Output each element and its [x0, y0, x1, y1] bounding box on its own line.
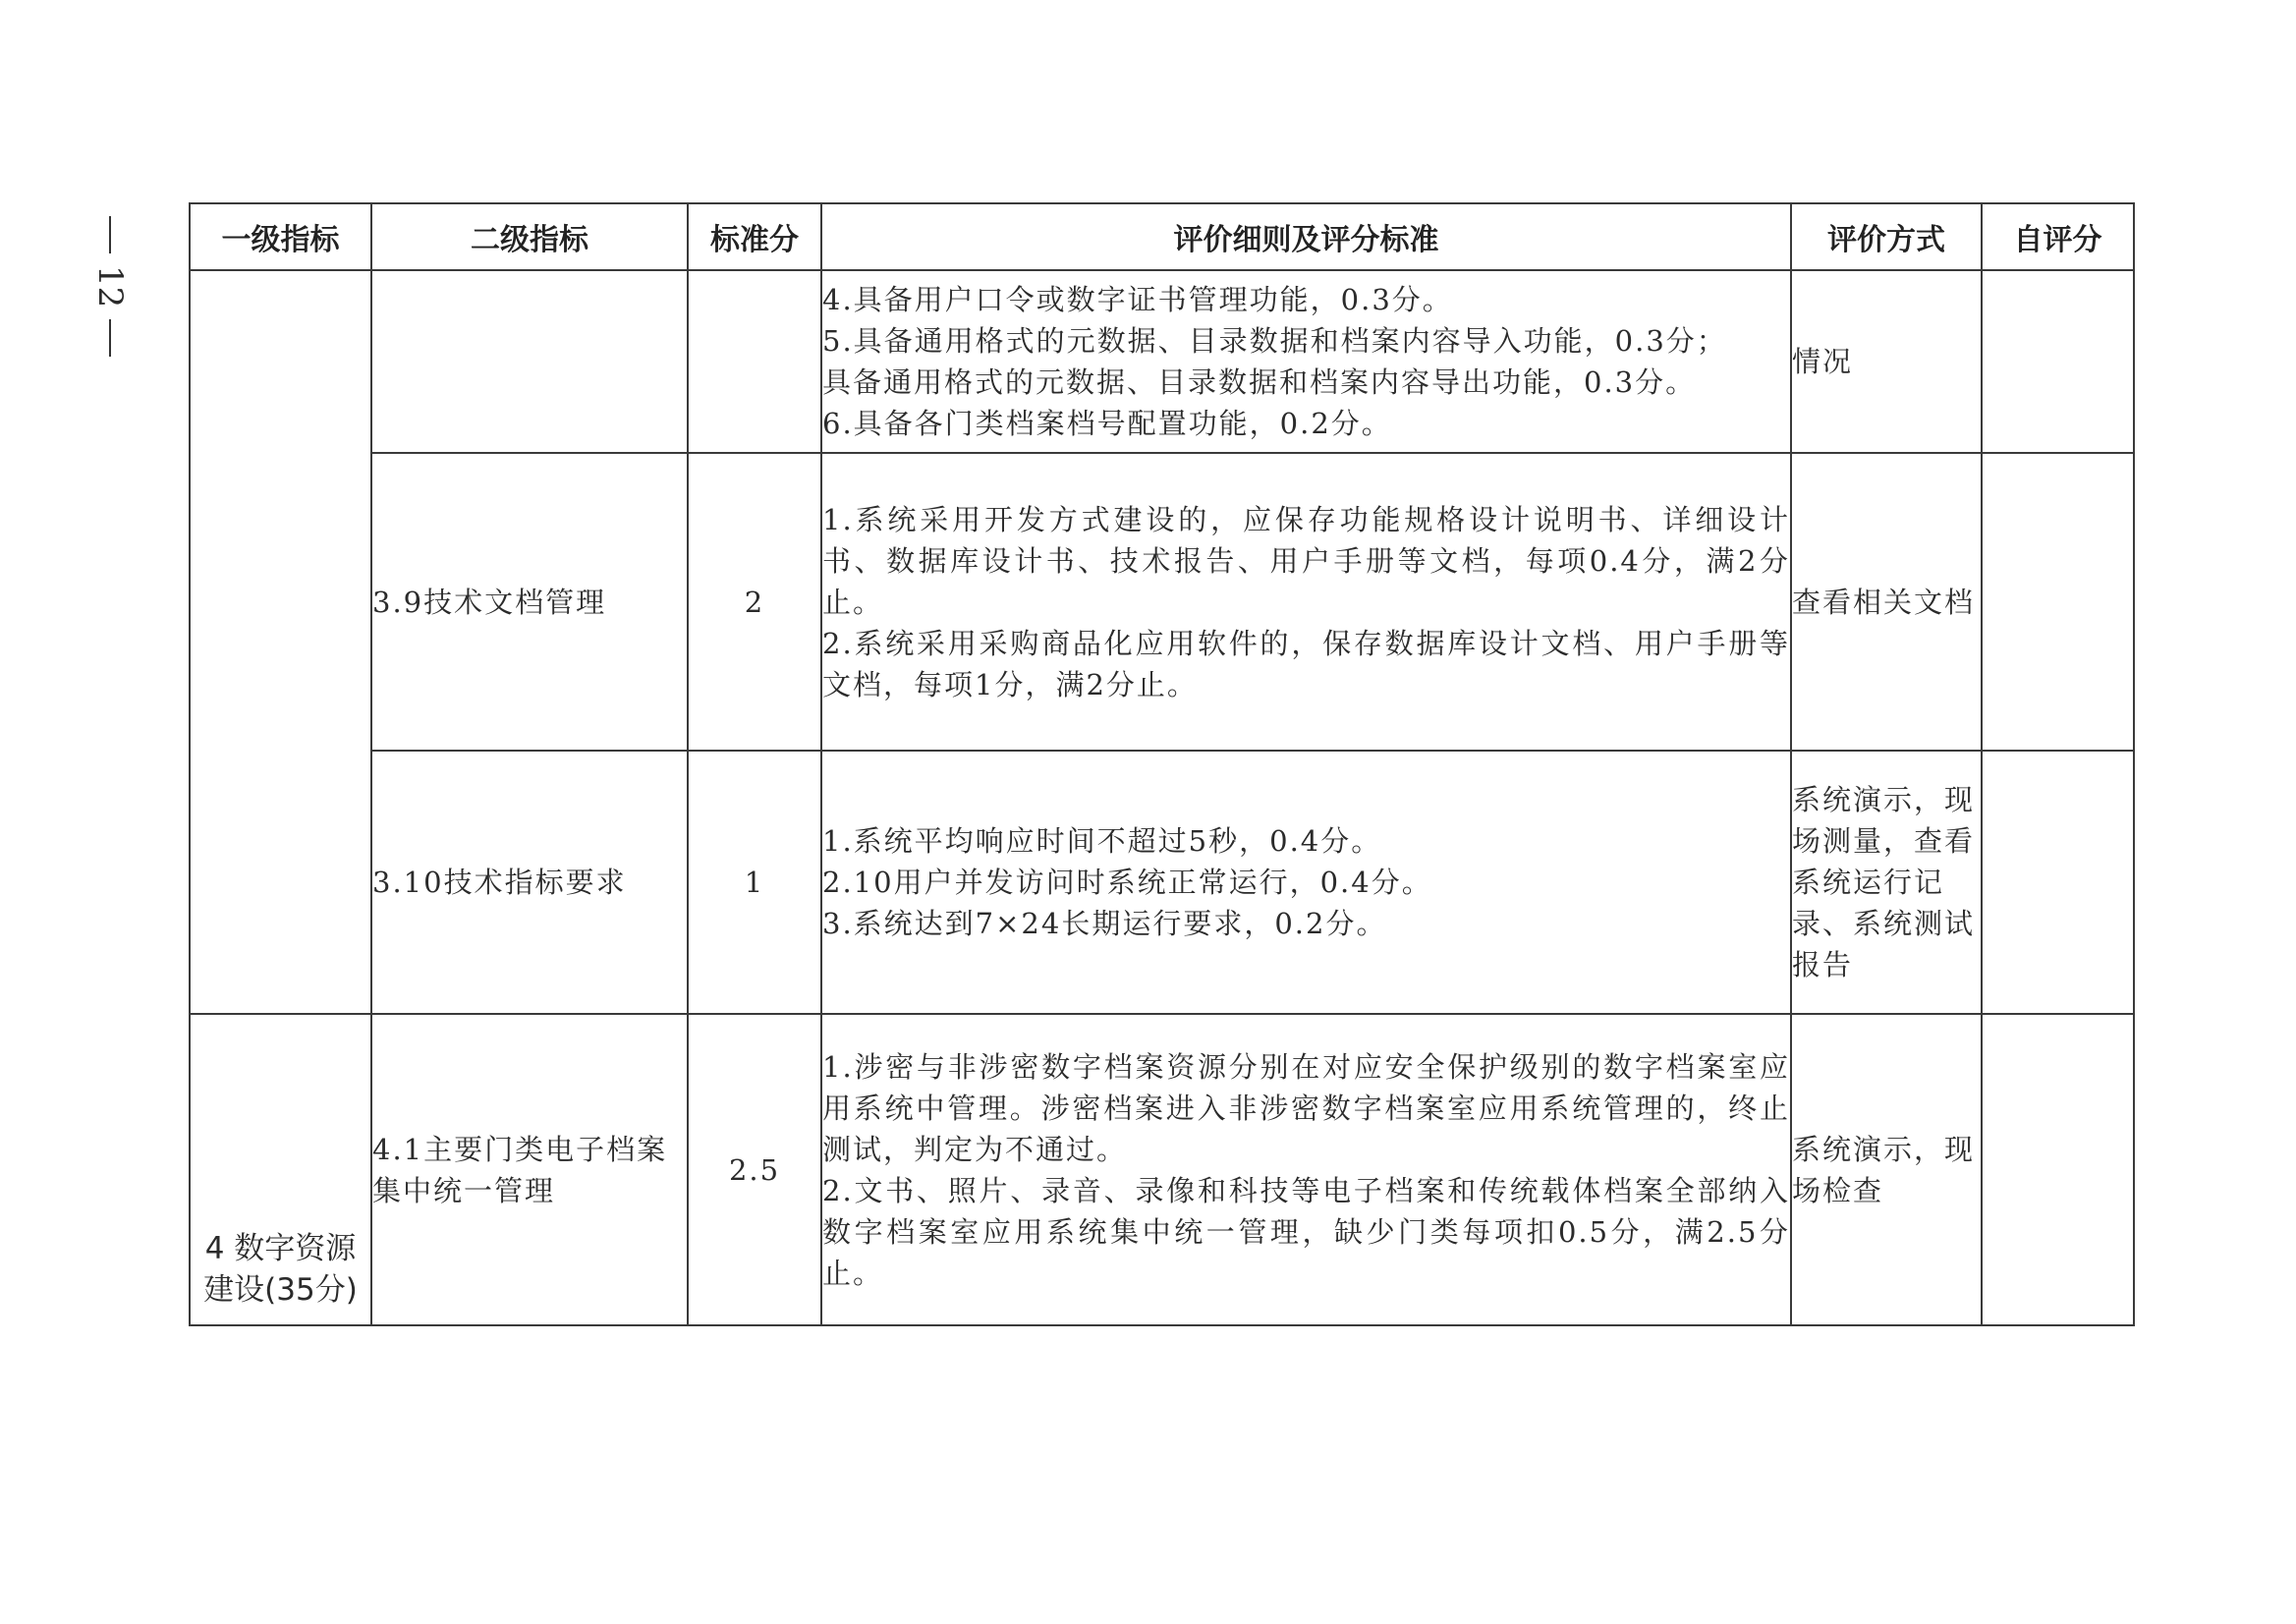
- criteria-line: 6.具备各门类档案档号配置功能，0.2分。: [822, 407, 1392, 440]
- secondary-indicator-cell: 3.10技术指标要求: [371, 751, 688, 1014]
- table-row: [190, 1014, 2134, 1325]
- criteria-cell: [821, 270, 1791, 453]
- header-standard-score: 标准分: [688, 203, 821, 270]
- standard-score-cell: [688, 270, 821, 453]
- page-number-dash-top: [109, 216, 111, 253]
- criteria-line: 2.10用户并发访问时系统正常运行，0.4分。: [822, 866, 1432, 899]
- primary-indicator-cell: 4 数字资源建设(35分): [190, 1014, 371, 1325]
- header-row: [190, 203, 2134, 270]
- criteria-cell: [821, 751, 1791, 1014]
- secondary-indicator-cell: 4.1主要门类电子档案集中统一管理: [371, 1014, 688, 1325]
- method-cell: 情况: [1791, 270, 1982, 453]
- page-number-marker: [90, 216, 130, 383]
- standard-score-cell: 1: [688, 751, 821, 1014]
- criteria-line: 1.系统平均响应时间不超过5秒，0.4分。: [822, 824, 1382, 858]
- page-number-dash-bottom: [109, 319, 111, 357]
- self-score-cell: [1982, 270, 2134, 453]
- header-secondary-indicator: 二级指标: [371, 203, 688, 270]
- secondary-indicator-cell: [371, 270, 688, 453]
- standard-score-cell: 2.5: [688, 1014, 821, 1325]
- table-row: [190, 751, 2134, 1014]
- criteria-line: 1.系统采用开发方式建设的，应保存功能规格设计说明书、详细设计书、数据库设计书、技术报告、用户手册等文档，每项0.4分，满2分止。: [822, 502, 1790, 619]
- table-row: [190, 270, 2134, 453]
- criteria-line: 3.系统达到7×24长期运行要求，0.2分。: [822, 907, 1387, 940]
- criteria-line: 2.文书、照片、录音、录像和科技等电子档案和传统载体档案全部纳入数字档案室应用系统集中统一管理，缺少门类每项扣0.5分，满2.5分止。: [822, 1173, 1790, 1290]
- header-primary-indicator: 一级指标: [190, 203, 371, 270]
- standard-score-cell: 2: [688, 453, 821, 751]
- criteria-line: 4.具备用户口令或数字证书管理功能，0.3分。: [822, 283, 1453, 316]
- primary-indicator-cell: [190, 270, 371, 1014]
- criteria-cell: [821, 453, 1791, 751]
- self-score-cell: [1982, 453, 2134, 751]
- header-method: 评价方式: [1791, 203, 1982, 270]
- method-cell: 系统演示，现场检查: [1791, 1014, 1982, 1325]
- header-criteria: 评价细则及评分标准: [821, 203, 1791, 270]
- method-cell: 系统演示，现场测量，查看系统运行记录、系统测试报告: [1791, 751, 1982, 1014]
- criteria-line: 2.系统采用采购商品化应用软件的，保存数据库设计文档、用户手册等文档，每项1分，满2分止。: [822, 626, 1790, 701]
- criteria-line: 1.涉密与非涉密数字档案资源分别在对应安全保护级别的数字档案室应用系统中管理。涉密档案进入非涉密数字档案室应用系统管理的，终止测试，判定为不通过。: [822, 1049, 1790, 1166]
- criteria-line: 具备通用格式的元数据、目录数据和档案内容导出功能，0.3分。: [822, 365, 1697, 399]
- self-score-cell: [1982, 1014, 2134, 1325]
- evaluation-table: [189, 202, 2135, 1326]
- method-cell: 查看相关文档: [1791, 453, 1982, 751]
- criteria-line: 5.具备通用格式的元数据、目录数据和档案内容导入功能，0.3分；: [822, 324, 1727, 358]
- secondary-indicator-cell: 3.9技术文档管理: [371, 453, 688, 751]
- self-score-cell: [1982, 751, 2134, 1014]
- criteria-cell: [821, 1014, 1791, 1325]
- header-self-score: 自评分: [1982, 203, 2134, 270]
- page-number: 12: [90, 265, 130, 308]
- table-row: [190, 453, 2134, 751]
